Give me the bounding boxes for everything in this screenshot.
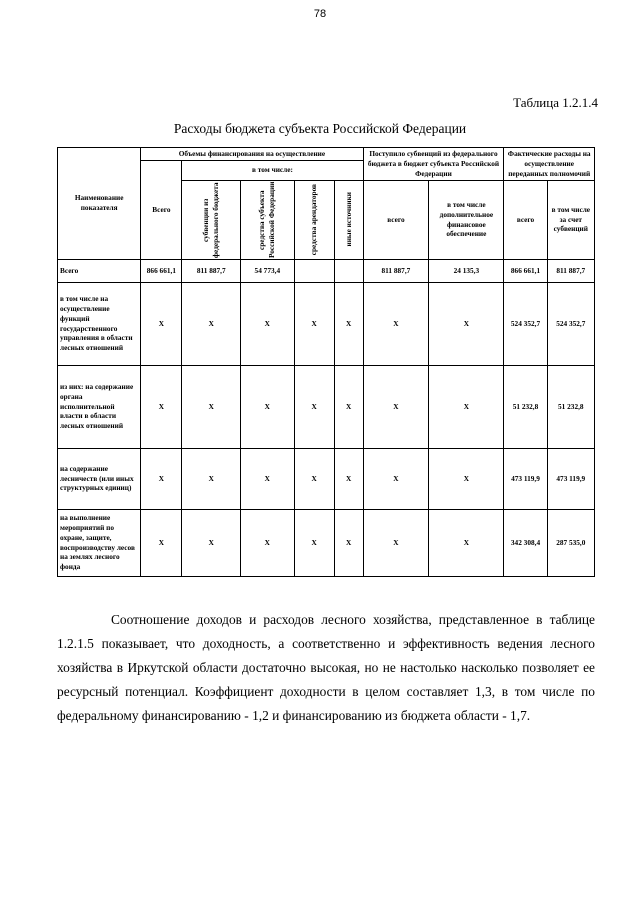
cell: 811 887,7 [547, 259, 594, 282]
cell: Х [241, 282, 294, 365]
table-row [58, 448, 595, 509]
header-actual: Фактические расходы на осуществление переданных полномочий [504, 148, 595, 181]
cell: Х [429, 365, 504, 448]
header-including: в том числе: [182, 160, 363, 180]
cell: 473 119,9 [547, 448, 594, 509]
cell: Х [141, 509, 182, 576]
cell: 866 661,1 [141, 259, 182, 282]
row-name: на выполнение мероприятий по охране, защите, воспроизводству лесов на землях лесного фонда [58, 509, 141, 576]
cell: Х [334, 448, 363, 509]
cell: Х [363, 282, 429, 365]
cell: Х [334, 509, 363, 576]
header-sub-fed: субвенции из федерального бюджета [182, 180, 241, 259]
row-name: из них: на содержание органа исполнительной власти в области лесных отношений [58, 365, 141, 448]
cell: 524 352,7 [547, 282, 594, 365]
cell: Х [363, 365, 429, 448]
cell: Х [141, 365, 182, 448]
header-total: Всего [141, 160, 182, 259]
cell: Х [182, 282, 241, 365]
header-other-sources: иные источники [334, 180, 363, 259]
cell: 24 135,3 [429, 259, 504, 282]
cell: 51 232,8 [504, 365, 547, 448]
cell: 524 352,7 [504, 282, 547, 365]
header-received-additional: в том числе дополнительное финансовое обеспечение [429, 180, 504, 259]
budget-table [57, 147, 595, 577]
cell: Х [182, 509, 241, 576]
cell: Х [294, 448, 334, 509]
cell: Х [241, 448, 294, 509]
header-tenant-funds: средства арендаторов [294, 180, 334, 259]
header-actual-total: всего [504, 180, 547, 259]
cell: 866 661,1 [504, 259, 547, 282]
cell: 54 773,4 [241, 259, 294, 282]
table-row [58, 282, 595, 365]
table-row [58, 259, 595, 282]
cell: Х [294, 282, 334, 365]
header-subject-funds: средства субъекта Российской Федерации [241, 180, 294, 259]
header-name: Наименование показателя [58, 148, 141, 260]
table-label: Таблица 1.2.1.4 [513, 95, 598, 110]
row-name: на содержание лесничеств (или иных структурных единиц) [58, 448, 141, 509]
cell: Х [429, 282, 504, 365]
cell: 811 887,7 [363, 259, 429, 282]
page-number: 78 [313, 8, 327, 20]
cell: Х [334, 365, 363, 448]
cell: Х [241, 509, 294, 576]
row-name: Всего [58, 259, 141, 282]
header-volumes: Объемы финансирования на осуществление [141, 148, 363, 161]
table-row [58, 365, 595, 448]
cell [334, 259, 363, 282]
cell: Х [363, 509, 429, 576]
cell: 287 535,0 [547, 509, 594, 576]
cell: Х [241, 365, 294, 448]
cell: Х [141, 448, 182, 509]
cell: 473 119,9 [504, 448, 547, 509]
body-paragraph [57, 608, 595, 728]
cell: Х [363, 448, 429, 509]
header-actual-subventions: в том числе за счет субвенций [547, 180, 594, 259]
table-title: Расходы бюджета субъекта Российской Федерации [173, 121, 467, 136]
cell: Х [141, 282, 182, 365]
cell: 811 887,7 [182, 259, 241, 282]
table-row [58, 509, 595, 576]
header-received: Поступило субвенций из федерального бюджета в бюджет субъекта Российской Федерации [363, 148, 504, 181]
cell: 51 232,8 [547, 365, 594, 448]
cell: 342 308,4 [504, 509, 547, 576]
cell: Х [429, 448, 504, 509]
header-received-total: всего [363, 180, 429, 259]
cell: Х [429, 509, 504, 576]
paragraph-text: Соотношение доходов и расходов лесного хозяйства, представленное в таблице 1.2.1.5 показывает, что доходность, а соответственно и эффективность ведения лесного хозяйства в Иркутской области достаточно высокая, но не настолько насколько позволяет ее ресурсный потенциал. Коэффициент доходности в целом составляет 1,3, в том числе по федеральному финансированию - 1,2 и финансированию из бюджета области - 1,7. [57, 612, 595, 723]
cell: Х [182, 448, 241, 509]
cell: Х [294, 509, 334, 576]
cell: Х [182, 365, 241, 448]
row-name: в том числе на осуществление функций государственного управления в области лесных отношений [58, 282, 141, 365]
cell [294, 259, 334, 282]
cell: Х [334, 282, 363, 365]
cell: Х [294, 365, 334, 448]
